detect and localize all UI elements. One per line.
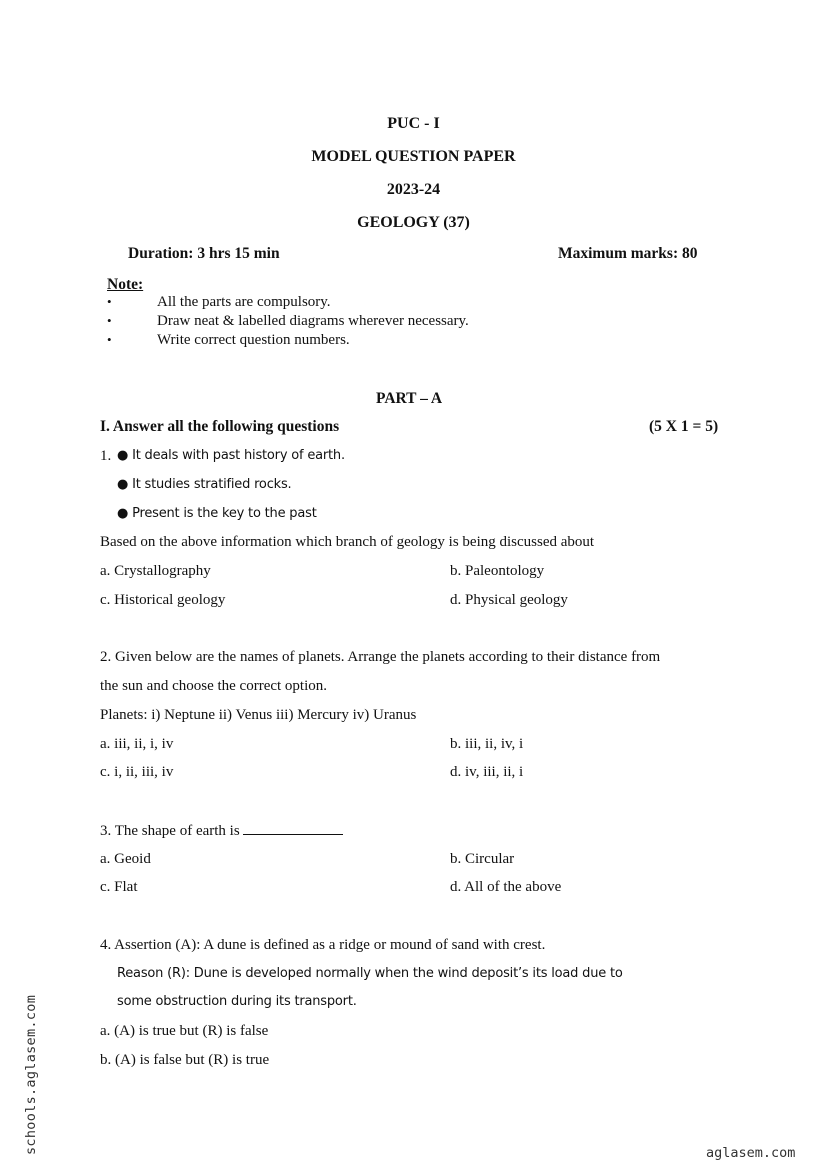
q1-option-b: b. Paleontology [450,563,545,579]
part-a-title: PART – A [376,390,443,407]
year-title: 2023-24 [386,181,441,198]
note-bullet: • [107,332,112,347]
note-item: Write correct question numbers. [157,332,350,348]
subject-title: GEOLOGY (37) [357,214,470,231]
q2-stem-line1: 2. Given below are the names of planets. Arrange the planets according to their distance from [100,649,661,665]
q4-option-b: b. (A) is false but (R) is true [100,1052,270,1068]
class-title: PUC - I [387,115,440,132]
q3-stem-text: 3. The shape of earth is [100,823,240,839]
note-item: All the parts are compulsory. [157,294,331,310]
q3-option-d: d. All of the above [450,879,562,895]
q1-point: ● It studies stratified rocks. [117,477,292,492]
q1-point: ● It deals with past history of earth. [117,448,345,463]
section-title: I. Answer all the following questions [100,418,340,435]
max-marks: Maximum marks: 80 [558,245,698,262]
q3-option-b: b. Circular [450,851,515,867]
note-bullet: • [107,294,112,309]
q4-reason: Reason (R): Dune is developed normally when the wind deposit’s its load due to [117,966,623,981]
note-item: Draw neat & labelled diagrams wherever necessary. [157,313,469,329]
q1-option-c: c. Historical geology [100,592,226,608]
q4-reason-cont: some obstruction during its transport. [117,994,357,1009]
footer-watermark: aglasem.com [706,1145,796,1161]
q1-option-a: a. Crystallography [100,563,211,579]
side-watermark: schools.aglasem.com [23,994,39,1155]
note-title: Note: [107,276,144,293]
q2-option-c: c. i, ii, iii, iv [100,764,174,780]
note-bullet: • [107,313,112,328]
answer-blank [243,822,343,835]
duration: Duration: 3 hrs 15 min [128,245,280,262]
q4-option-a: a. (A) is true but (R) is false [100,1023,269,1039]
q1-point: ● Present is the key to the past [117,506,317,521]
question-number: 1. [100,448,112,464]
q2-stem-line2: the sun and choose the correct option. [100,678,328,694]
q2-planets: Planets: i) Neptune ii) Venus iii) Mercury iv) Uranus [100,707,417,723]
q1-stem: Based on the above information which branch of geology is being discussed about [100,534,595,550]
q2-option-d: d. iv, iii, ii, i [450,764,524,780]
q1-option-d: d. Physical geology [450,592,568,608]
q3-stem [100,822,343,840]
q2-option-b: b. iii, ii, iv, i [450,736,524,752]
paper-title: MODEL QUESTION PAPER [311,148,516,165]
q2-option-a: a. iii, ii, i, iv [100,736,174,752]
q3-option-c: c. Flat [100,879,138,895]
section-marks: (5 X 1 = 5) [649,418,719,435]
q3-option-a: a. Geoid [100,851,151,867]
q4-assertion: 4. Assertion (A): A dune is defined as a ridge or mound of sand with crest. [100,937,546,953]
